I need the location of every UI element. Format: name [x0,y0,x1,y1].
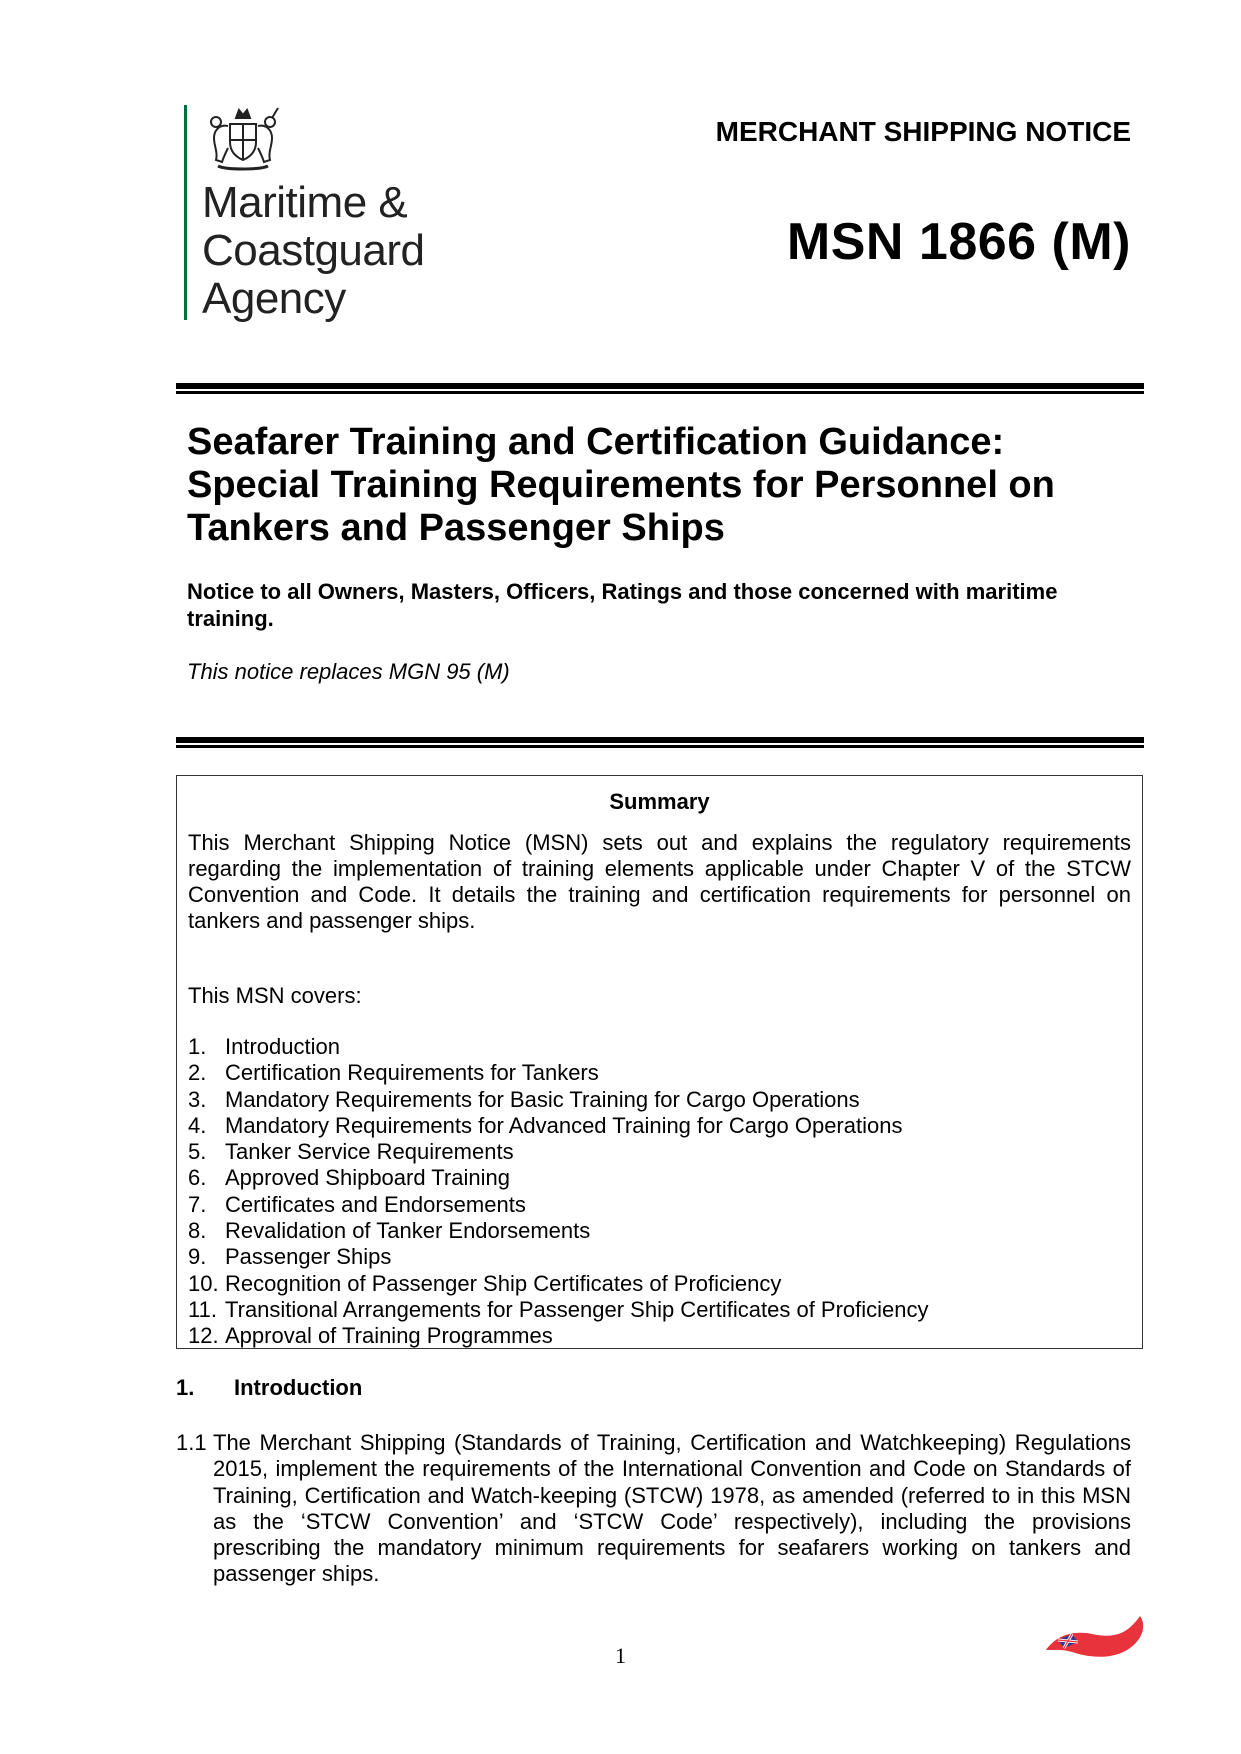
section-rule [176,737,1144,748]
list-item-label: Approved Shipboard Training [225,1165,510,1191]
list-item-number: 7. [188,1191,207,1217]
audience-notice: Notice to all Owners, Masters, Officers, Ratings and those concerned with maritime training. [187,579,1058,631]
section-number: 1. [176,1375,195,1400]
covers-intro: This MSN covers: [188,983,362,1008]
list-item [188,1244,929,1270]
list-item-number: 11. [188,1296,217,1322]
list-item-number: 8. [188,1218,207,1244]
royal-coat-of-arms-icon [202,104,284,174]
list-item-label: Passenger Ships [225,1244,392,1270]
list-item-number: 2. [188,1060,207,1086]
list-item-number: 6. [188,1165,207,1191]
agency-name [202,179,424,323]
list-item-number: 1. [188,1034,207,1059]
list-item-number: 5. [188,1139,207,1165]
list-item-label: Mandatory Requirements for Advanced Training for Cargo Operations [225,1112,903,1138]
list-item-label: Tanker Service Requirements [225,1139,514,1165]
agency-name-line: Maritime & [202,178,408,227]
list-item [188,1323,929,1349]
list-item [188,1139,929,1165]
list-item [188,1165,929,1191]
list-item-label: Revalidation of Tanker Endorsements [225,1218,591,1244]
list-item-label: Recognition of Passenger Ship Certificates of Proficiency [225,1270,782,1296]
document-title: Seafarer Training and Certification Guidance: Special Training Requirements for Personnel on Tankers and Passenger Ships [187,421,1055,549]
list-item [188,1034,929,1060]
list-item-label: Approval of Training Programmes [225,1323,553,1349]
summary-box [176,775,1143,1349]
notice-type: MERCHANT SHIPPING NOTICE [715,116,1131,147]
paragraph-number: 1.1 [176,1430,207,1455]
summary-heading: Summary [609,789,710,814]
list-item-label: Transitional Arrangements for Passenger Ship Certificates of Proficiency [225,1296,929,1322]
contents-list [188,1034,929,1350]
list-item-label: Mandatory Requirements for Basic Training for Cargo Operations [225,1086,860,1112]
replaces-note: This notice replaces MGN 95 (M) [187,659,510,684]
list-item-label: Certification Requirements for Tankers [225,1060,599,1086]
list-item [188,1192,929,1218]
red-ensign-flag-icon [1042,1610,1150,1662]
list-item [188,1218,929,1244]
notice-number: MSN 1866 (M) [786,213,1131,271]
list-item-number: 4. [188,1112,207,1138]
list-item-number: 10. [188,1270,219,1296]
paragraph-text: The Merchant Shipping (Standards of Training, Certification and Watchkeeping) Regulations 2015, implement the requirements of the International Convention and Code on Standards of Training, Certification and Watch-keeping (STCW) 1978, as amended (referred to in this MSN as the ‘STCW Convention’ and ‘STCW Code’ respectively), including the provisions prescribing the mandatory minimum requirements for seafarers working on tankers and passenger ships. [213,1430,1131,1587]
list-item-label: Certificates and Endorsements [225,1191,526,1217]
list-item-label: Introduction [225,1034,340,1059]
list-item-number: 9. [188,1244,207,1270]
list-item [188,1271,929,1297]
section-title: Introduction [234,1375,363,1400]
logo-divider [184,105,187,320]
list-item-number: 3. [188,1086,207,1112]
agency-name-line: Agency [202,274,346,323]
list-item-number: 12. [188,1323,219,1349]
summary-text: This Merchant Shipping Notice (MSN) sets out and explains the regulatory requirements regarding the implementation of training elements applicable under Chapter V of the STCW Convention and Code. It details the training and certification requirements for personnel on tankers and passenger ships. [188,830,1131,933]
list-item [188,1060,929,1086]
section-heading [176,1375,362,1401]
header-rule [176,383,1144,394]
page-number: 1 [615,1643,626,1668]
list-item [188,1087,929,1113]
agency-name-line: Coastguard [202,226,425,275]
list-item [188,1113,929,1139]
list-item [188,1297,929,1323]
